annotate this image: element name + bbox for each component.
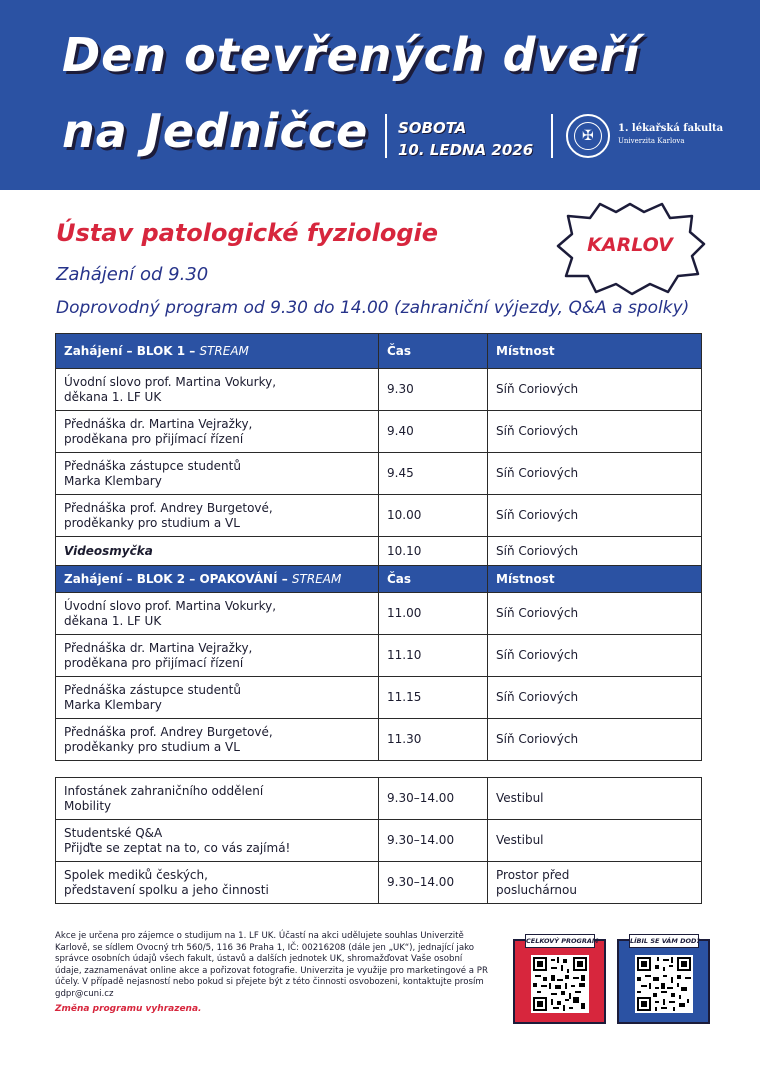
university-name: Univerzita Karlova bbox=[618, 137, 685, 145]
change-notice: Změna programu vyhrazena. bbox=[55, 1004, 202, 1014]
table-row: Přednáška dr. Martina Vejražky, proděkana pro přijímací řízení 11.10 Síň Coriových bbox=[56, 635, 702, 677]
gdpr-notice: Akce je určena pro zájemce o studijum na 1. LF UK. Účastí na akci udělujete souhlas Univerzitě Karlově, se sídlem Ovocný trh 560/5, 116 36 Praha 1, IČ: 00216208 (dále jen „UK“), jednající jako správce osobních údajů všech fakult, ústavů a dalších jednotek UK, shromažďovat Vaše osobní údaje, zaznamenávat online akce a pořizovat fotografie. Univerzita je využije pro marketingové a PR účely. V případě nejasností nebo pokud si přejete být z této činnosti osvobozeni, kontaktujte prosím gdpr@cuni.cz bbox=[55, 931, 488, 999]
qr-code-icon[interactable] bbox=[635, 955, 693, 1013]
table-row: Úvodní slovo prof. Martina Vokurky, děkana 1. LF UK 11.00 Síň Coriových bbox=[56, 593, 702, 635]
qr-label-program: CELKOVÝ PROGRAM bbox=[525, 934, 595, 948]
accompanying-table bbox=[55, 777, 702, 904]
block1-header-row bbox=[56, 334, 702, 369]
table-row: Přednáška dr. Martina Vejražky, proděkana pro přijímací řízení 9.40 Síň Coriových bbox=[56, 411, 702, 453]
block2-header-row bbox=[56, 566, 702, 593]
table-row: Infostánek zahraničního oddělení Mobility 9.30–14.00 Vestibul bbox=[56, 778, 702, 820]
location-badge-text: KARLOV bbox=[587, 234, 673, 256]
table-row: Přednáška prof. Andrey Burgetové, proděkanky pro studium a VL 11.30 Síň Coriových bbox=[56, 719, 702, 761]
table-row: Studentské Q&A Přijďte se zeptat na to, co vás zajímá! 9.30–14.00 Vestibul bbox=[56, 820, 702, 862]
video-loop-label: Videosmyčka bbox=[56, 537, 379, 566]
event-title-line1: Den otevřených dveří bbox=[62, 28, 641, 82]
event-date-value: 10. LEDNA 2026 bbox=[398, 141, 534, 159]
video-loop-row: Videosmyčka 10.10 Síň Coriových bbox=[56, 537, 702, 566]
accompanying-program-text: Doprovodný program od 9.30 do 14.00 (zahraniční výjezdy, Q&A a spolky) bbox=[56, 298, 690, 318]
schedule-table bbox=[55, 333, 702, 761]
qr-card-feedback[interactable] bbox=[617, 939, 710, 1024]
header-banner bbox=[0, 0, 760, 190]
column-header-time: Čas bbox=[379, 334, 488, 369]
qr-label-feedback: LÍBIL SE VÁM DOD? bbox=[629, 934, 699, 948]
column-header-time: Čas bbox=[379, 566, 488, 593]
column-header-room: Místnost bbox=[488, 334, 702, 369]
header-divider bbox=[385, 114, 387, 158]
qr-code-icon[interactable] bbox=[531, 955, 589, 1013]
department-title: Ústav patologické fyziologie bbox=[56, 219, 439, 247]
header-divider bbox=[551, 114, 553, 158]
table-row: Spolek mediků českých, představení spolku a jeho činnosti 9.30–14.00 Prostor před posluchárnou bbox=[56, 862, 702, 904]
table-row: Přednáška prof. Andrey Burgetové, proděkanky pro studium a VL 10.00 Síň Coriových bbox=[56, 495, 702, 537]
faculty-seal-icon: ✠ bbox=[566, 114, 610, 158]
faculty-logo bbox=[618, 123, 723, 145]
qr-card-program[interactable] bbox=[513, 939, 606, 1024]
table-row: Přednáška zástupce studentů Marka Klembary 9.45 Síň Coriových bbox=[56, 453, 702, 495]
faculty-name: 1. lékařská fakulta bbox=[618, 123, 724, 134]
column-header-room: Místnost bbox=[488, 566, 702, 593]
block1-header-title: Zahájení – BLOK 1 – STREAM bbox=[56, 334, 379, 369]
block2-header-title: Zahájení – BLOK 2 – OPAKOVÁNÍ – STREAM bbox=[56, 566, 379, 593]
event-day: SOBOTA bbox=[398, 119, 467, 137]
start-time-text: Zahájení od 9.30 bbox=[56, 264, 209, 285]
event-title-line2: na Jedničce bbox=[62, 104, 369, 158]
table-row: Přednáška zástupce studentů Marka Klembary 11.15 Síň Coriových bbox=[56, 677, 702, 719]
event-date bbox=[398, 117, 533, 161]
table-row: Úvodní slovo prof. Martina Vokurky, děkana 1. LF UK 9.30 Síň Coriových bbox=[56, 369, 702, 411]
